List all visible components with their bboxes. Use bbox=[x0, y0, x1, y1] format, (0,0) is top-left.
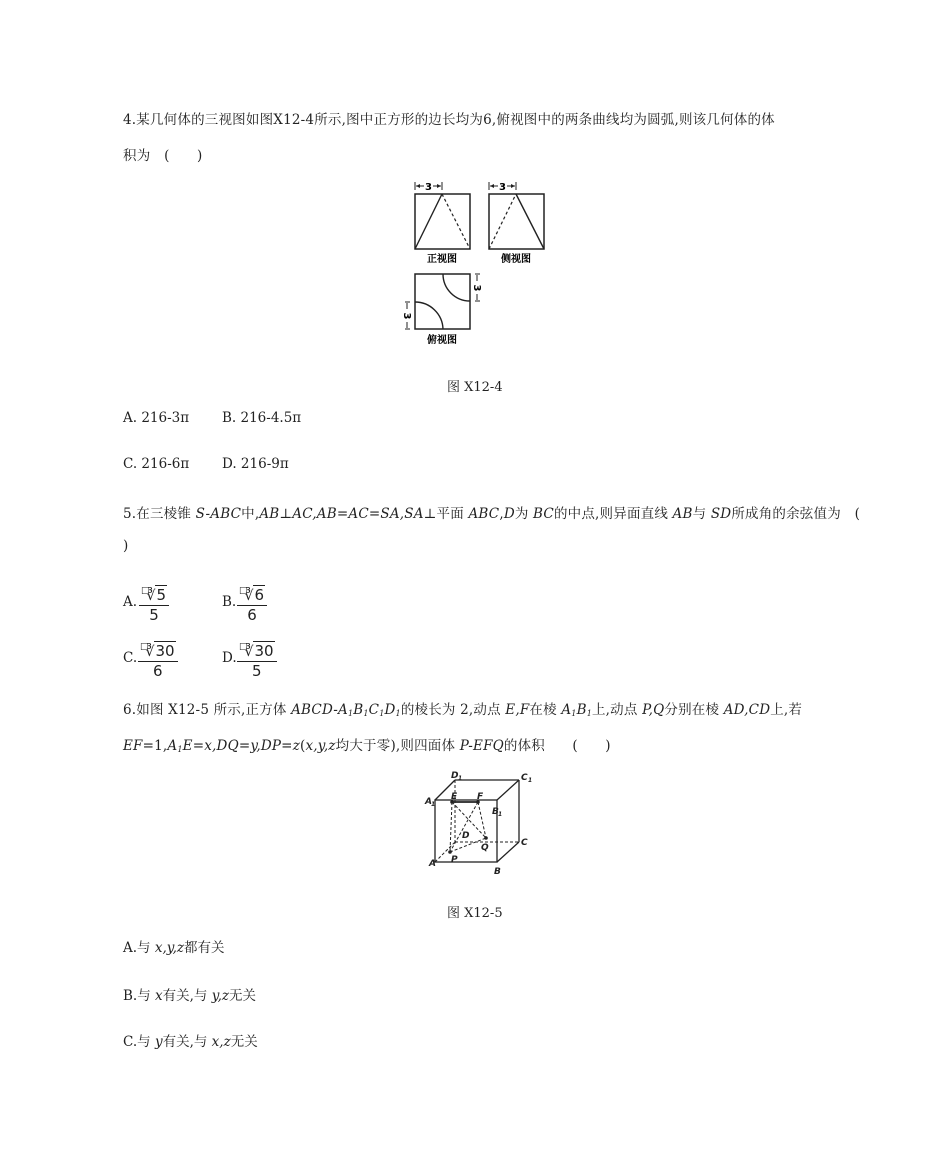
front-view bbox=[415, 182, 470, 265]
q6-stem-line1: 6.如图 X12-5 所示,正方体 ABCD-$A_1B_1C_1D_1$的棱长为 2,动点 E,F在棱 $A_1B_1$上,动点 P,Q分别在棱 AD,CD上,若 bbox=[123, 702, 803, 718]
label-f: F bbox=[477, 792, 484, 802]
label-e: E bbox=[451, 792, 458, 802]
front-view-label: 正视图 bbox=[427, 254, 457, 265]
label-a1: A bbox=[425, 797, 432, 807]
q4-option-c: C. 216-6π bbox=[123, 456, 190, 472]
figure-caption-x12-4: 图 X12-4 bbox=[447, 380, 503, 395]
front-dim-label: 3 bbox=[425, 182, 432, 193]
label-c1: C bbox=[521, 773, 528, 783]
q5-option-b-fraction: $\frac{^□∛6}{6}$ bbox=[237, 582, 267, 624]
q4-stem-line2: 积为 ( ) bbox=[123, 148, 203, 164]
q5-option-d-fraction: $\frac{^□∛30}{5}$ bbox=[237, 638, 277, 680]
q5-stem-line2: ) bbox=[123, 538, 129, 554]
side-view bbox=[489, 182, 544, 265]
label-b1-sub: 1 bbox=[498, 811, 503, 818]
q5-option-a-fraction: $\frac{^□∛5}{5}$ bbox=[139, 582, 169, 624]
top-view bbox=[401, 274, 482, 346]
cube-figure bbox=[420, 768, 540, 880]
label-c: C bbox=[521, 838, 528, 848]
top-view-label: 俯视图 bbox=[427, 335, 457, 346]
label-a1-sub: 1 bbox=[431, 801, 436, 808]
q6-option-a: A.与 x,y,z都有关 bbox=[123, 940, 225, 956]
q6-stem-line2: $EF=1,A_1E=x,DQ=y,DP=z(x,y,z$均大于零),则四面体 P-EFQ的体积 ( ) bbox=[123, 738, 611, 754]
label-d1: D bbox=[451, 771, 459, 781]
q4-option-d: D. 216-9π bbox=[222, 456, 289, 472]
q5-option-a-label: A. bbox=[123, 594, 138, 610]
label-a: A bbox=[429, 859, 436, 869]
top-dim-label-right: 3 bbox=[471, 284, 482, 292]
top-dim-label-left: 3 bbox=[401, 312, 412, 320]
label-b1: B bbox=[492, 807, 499, 817]
label-p: P bbox=[451, 855, 458, 865]
q4-option-b: B. 216-4.5π bbox=[222, 410, 302, 426]
label-q: Q bbox=[481, 843, 489, 853]
q4-stem-line1: 4.某几何体的三视图如图X12-4所示,图中正方形的边长均为6,俯视图中的两条曲线均为圆弧,则该几何体的体 bbox=[123, 112, 775, 128]
label-b: B bbox=[494, 867, 501, 877]
q5-option-b-label: B. bbox=[222, 594, 237, 610]
side-view-label: 侧视图 bbox=[501, 254, 531, 265]
label-c1-sub: 1 bbox=[528, 777, 533, 784]
label-d1-sub: 1 bbox=[458, 775, 463, 782]
figure-caption-x12-5: 图 X12-5 bbox=[447, 906, 503, 921]
q6-option-b: B.与 x有关,与 y,z无关 bbox=[123, 988, 256, 1004]
q5-option-c-label: C. bbox=[123, 650, 138, 666]
q5-option-c-fraction: $\frac{^□∛30}{6}$ bbox=[138, 638, 178, 680]
q5-stem-line1: 5.在三棱锥 S-ABC中,AB⊥AC,AB=AC=SA,SA⊥平面 ABC,D为 BC的中点,则异面直线 AB与 SD所成角的余弦值为 ( bbox=[123, 506, 861, 522]
q5-option-d-label: D. bbox=[222, 650, 237, 666]
three-view-figure bbox=[400, 178, 560, 350]
q6-option-c: C.与 y有关,与 x,z无关 bbox=[123, 1034, 258, 1050]
q4-option-a: A. 216-3π bbox=[123, 410, 190, 426]
label-d: D bbox=[462, 831, 470, 841]
side-dim-label: 3 bbox=[499, 182, 506, 193]
